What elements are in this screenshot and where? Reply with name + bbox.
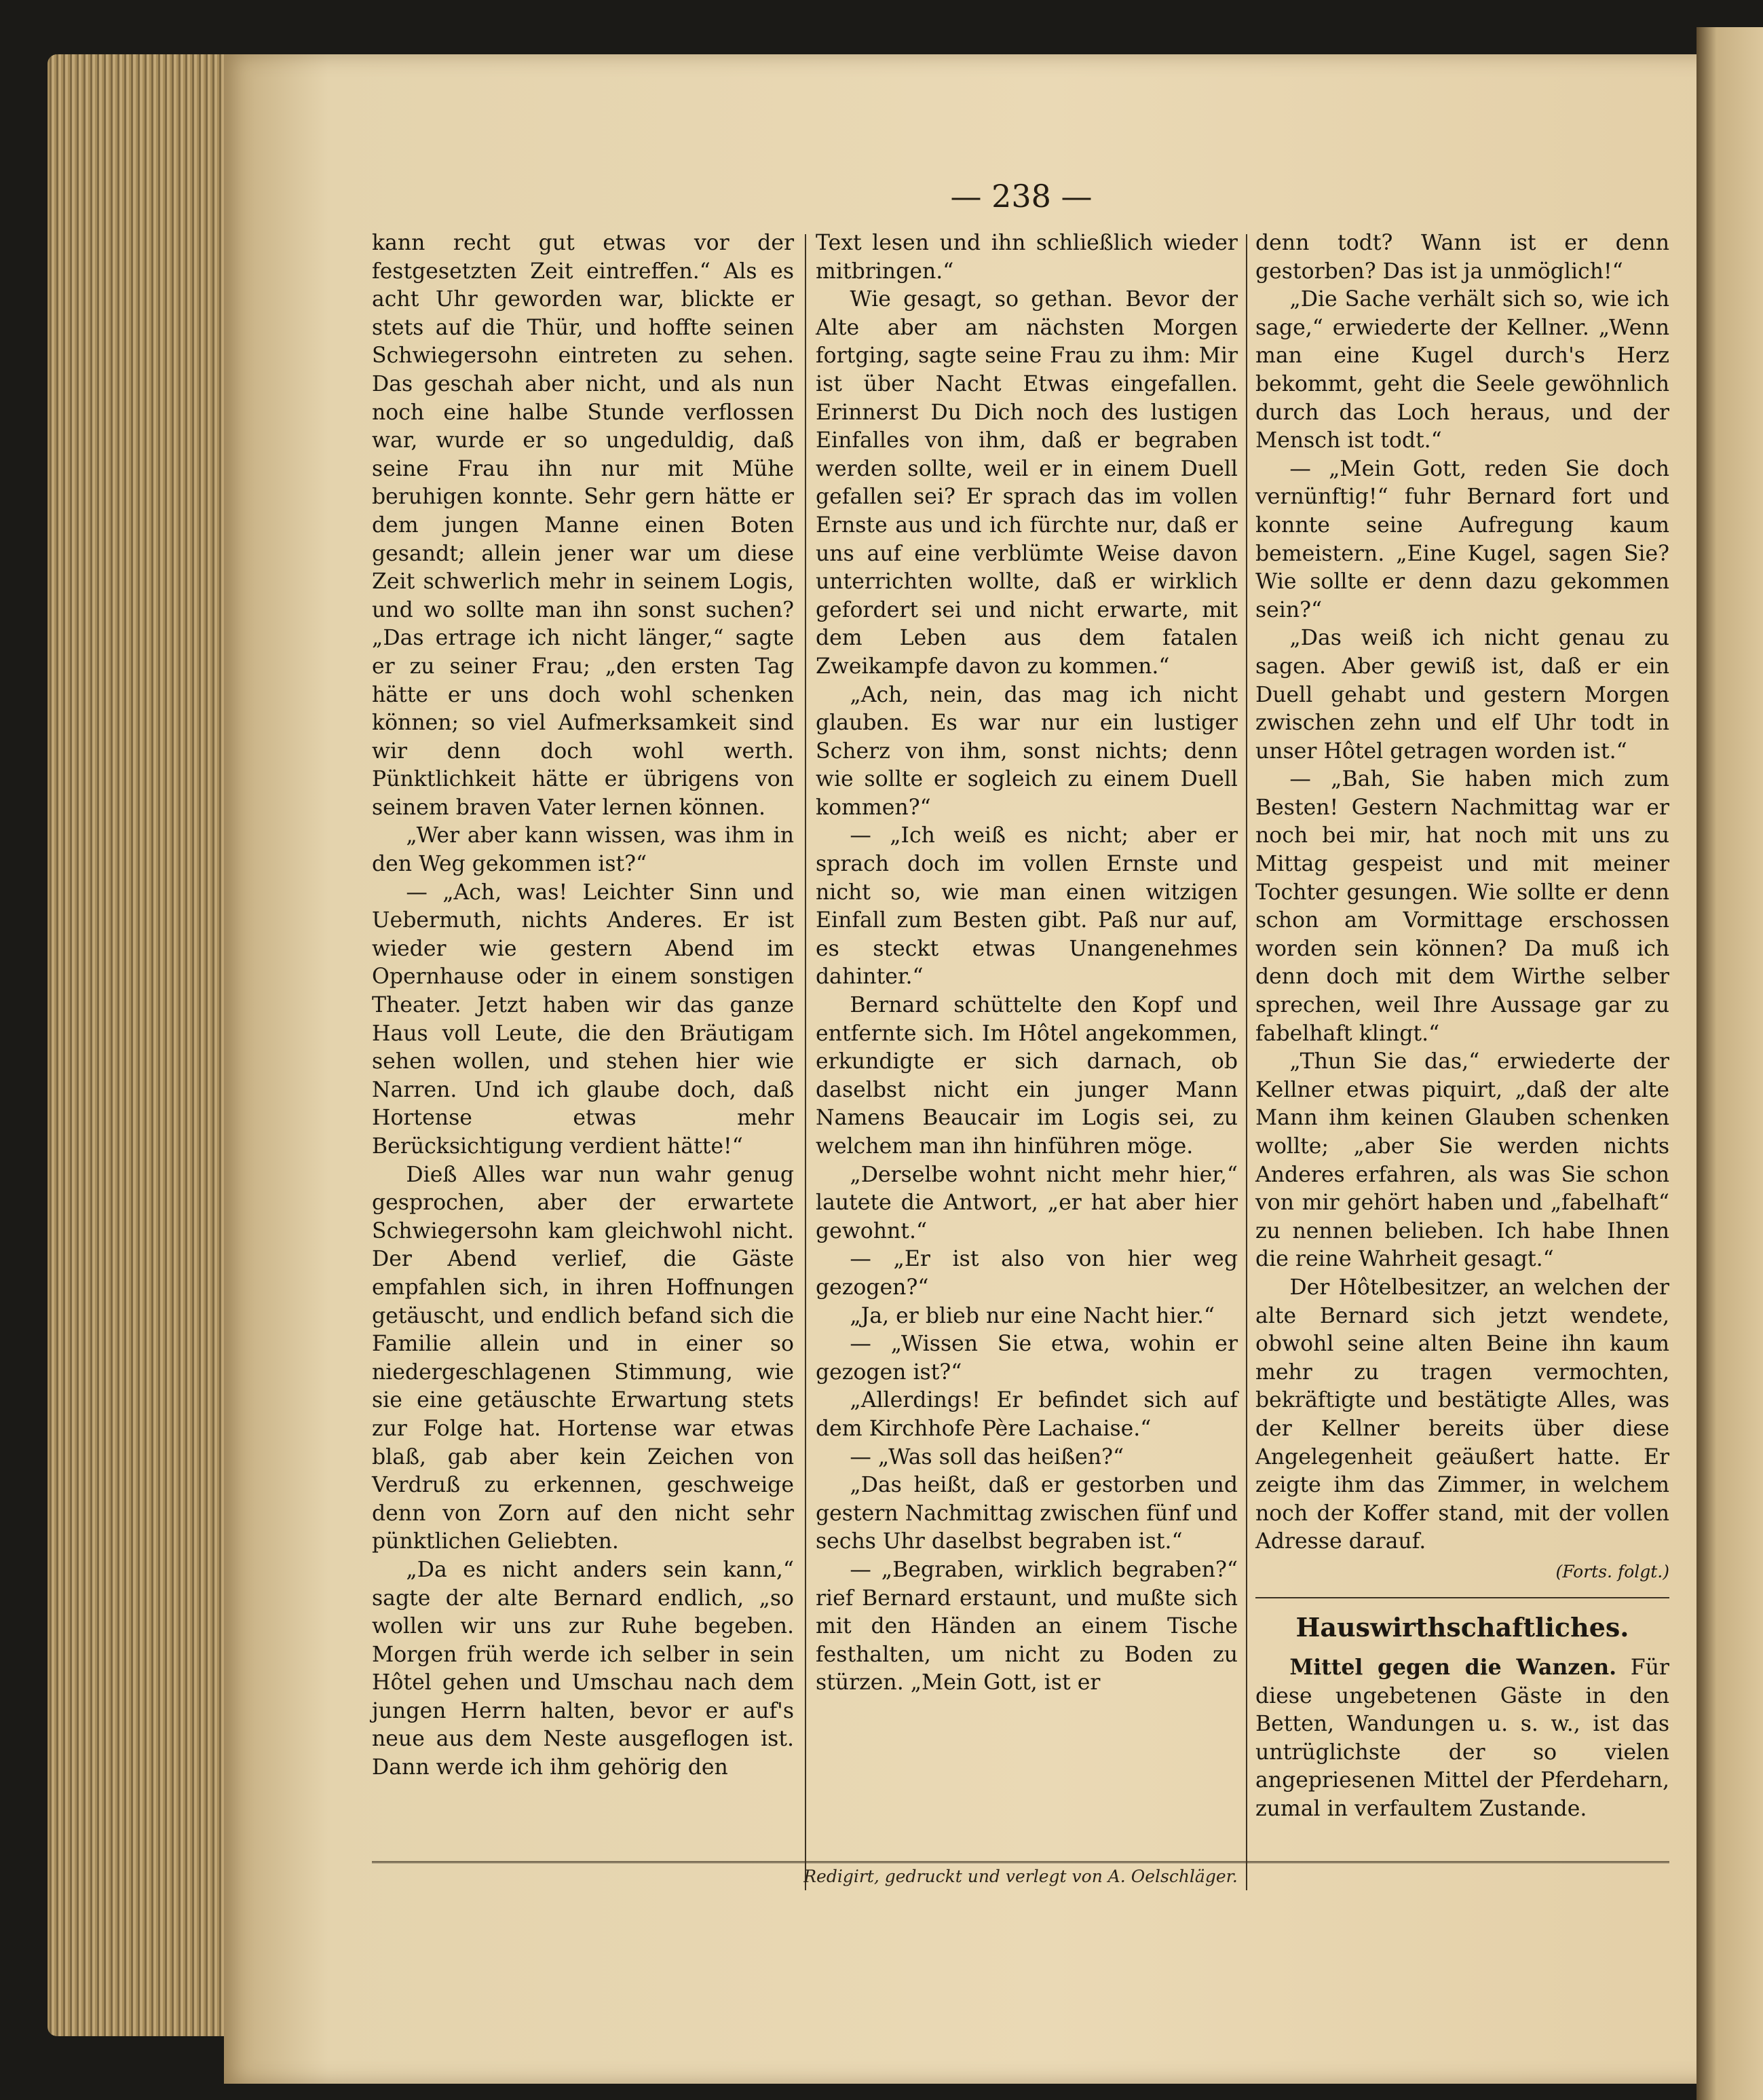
paragraph: „Das weiß ich nicht genau zu sagen. Aber gewiß ist, daß er ein Duell gehabt und gestern Morgen zwischen zehn und elf Uhr todt in unser Hôtel getragen worden ist.“ [1255,626,1669,764]
page-number: — 238 — [950,178,1093,214]
paragraph: „Da es nicht anders sein kann,“ sagte der alte Bernard endlich, „so wollen wir uns zur Ruhe begeben. Morgen früh werde ich selber in sein Hôtel gehen und Umschau nach dem jungen Herrn halten, bevor er auf's neue aus dem Neste ausgeflogen ist. Dann werde ich ihm gehörig den [372,1557,794,1780]
paragraph: — „Er ist also von hier weg gezogen?“ [816,1247,1238,1300]
facing-page-edge [1696,27,1763,2100]
paragraph: — „Ach, was! Leichter Sinn und Uebermuth, nichts Anderes. Er ist wieder wie gestern Abend im Opernhause oder in einem sonstigen Theater. Jetzt haben wir das ganze Haus voll Leute, die den Bräutigam sehen wollen, und stehen hier wie Narren. Und ich glaube doch, daß Hortense etwas mehr Berücksichtigung verdient hätte!“ [372,880,794,1159]
section-text: Für diese ungebetenen Gäste in den Betten, Wandungen u. s. w., ist das untrüglichste der so vielen angepriesenen Mittel der Pferdeharn, zumal in verfaultem Zustande. [1255,1655,1669,1822]
text-column-3 [1255,229,1669,1824]
column-3-body [1255,229,1669,1556]
paragraph: kann recht gut etwas vor der festgesetzten Zeit eintreffen.“ Als es acht Uhr geworden war, blickte er stets auf die Thür, und hoffte seinen Schwiegersohn eintreten zu sehen. Das geschah aber nicht, und als nun noch eine halbe Stunde verflossen war, wurde er so ungeduldig, daß seine Frau ihn nur mit Mühe beruhigen konnte. Sehr gern hätte er dem jungen Manne einen Boten gesandt; allein jener war um diese Zeit schwerlich mehr in seinem Logis, und wo sollte man ihn sonst suchen? „Das ertrage ich nicht länger,“ sagte er zu seiner Frau; „den ersten Tag hätte er uns doch wohl schenken können; so viel Aufmerksamkeit sind wir denn doch wohl werth. Pünktlichkeit hätte er übrigens von seinem braven Vater lernen können. [372,231,794,820]
paragraph: Text lesen und ihn schließlich wieder mitbringen.“ [816,231,1238,284]
paragraph: Bernard schüttelte den Kopf und entfernte sich. Im Hôtel angekommen, erkundigte er sich darnach, ob daselbst nicht ein junger Mann Namens Beaucair im Logis sei, zu welchem man ihn hinführen möge. [816,993,1238,1159]
section-divider [1255,1597,1669,1598]
paragraph: — „Was soll das heißen?“ [850,1444,1124,1469]
paragraph: Der Hôtelbesitzer, an welchen der alte Bernard sich jetzt wendete, obwohl seine alten Beine ihn kaum mehr zu tragen vermochten, bekräftigte und bestätigte Alles, was der Kellner bereits über diese Angelegenheit geäußert hatte. Er zeigte ihm das Zimmer, in welchem noch der Koffer stand, mit der vollen Adresse darauf. [1255,1275,1669,1554]
column-rule-1 [805,234,806,1890]
paragraph: — „Mein Gott, reden Sie doch vernünftig!“ fuhr Bernard fort und konnte seine Aufregung kaum bemeistern. „Eine Kugel, sagen Sie? Wie sollte er denn dazu gekommen sein?“ [1255,456,1669,622]
paragraph: „Ja, er blieb nur eine Nacht hier.“ [850,1303,1215,1328]
section-paragraph [1255,1653,1669,1824]
section-title: Hauswirthschaftliches. [1295,1611,1629,1643]
paragraph: „Allerdings! Er befindet sich auf dem Kirchhofe Père Lachaise.“ [816,1388,1238,1441]
paragraph: Dieß Alles war nun wahr genug gesprochen, aber der erwartete Schwiegersohn kam gleichwohl nicht. Der Abend verlief, die Gäste empfahlen sich, in ihren Hoffnungen getäuscht, und endlich befand sich die Familie allein und in einer so niedergeschlagenen Stimmung, wie sie eine getäuschte Erwartung stets zur Folge hat. Hortense war etwas blaß, gab aber kein Zeichen von Verdruß zu erkennen, geschweige denn von Zorn auf den nicht sehr pünktlichen Geliebten. [372,1162,794,1554]
paragraph: „Thun Sie das,“ erwiederte der Kellner etwas piquirt, „daß der alte Mann ihm keinen Glauben schenken wollte; „aber Sie werden nichts Anderes erfahren, als was Sie schon von mir gehört haben und „fabelhaft“ zu nennen belieben. Ich habe Ihnen die reine Wahrheit gesagt.“ [1255,1049,1669,1272]
column-rule-2 [1246,234,1247,1890]
book-page-edges [48,54,251,2036]
paragraph: „Wer aber kann wissen, was ihm in den Weg gekommen ist?“ [372,823,794,877]
paragraph: — „Wissen Sie etwa, wohin er gezogen ist?“ [816,1332,1238,1385]
text-column-2 [816,229,1238,1698]
paragraph: „Das heißt, daß er gestorben und gestern Nachmittag zwischen fünf und sechs Uhr daselbst begraben ist.“ [816,1473,1238,1554]
imprint-line: Redigirt, gedruckt und verlegt von A. Oelschläger. [803,1867,1238,1886]
paragraph: — „Bah, Sie haben mich zum Besten! Gestern Nachmittag war er noch bei mir, hat noch mit uns zu Mittag gespeist und mit meiner Tochter gesungen. Wie sollte er denn schon am Vormittage erschossen worden sein können? Da muß ich denn doch mit dem Wirthe selber sprechen, weil Ihre Aussage gar zu fabelhaft klingt.“ [1255,767,1669,1046]
paragraph: „Ach, nein, das mag ich nicht glauben. Es war nur ein lustiger Scherz von ihm, sonst nichts; denn wie sollte er sogleich zu einem Duell kommen?“ [816,682,1238,820]
text-column-1 [372,229,794,1782]
paragraph: denn todt? Wann ist er denn gestorben? Das ist ja unmöglich!“ [1255,231,1669,284]
paragraph: „Derselbe wohnt nicht mehr hier,“ lautete die Antwort, „er hat aber hier gewohnt.“ [816,1162,1238,1243]
paragraph: — „Begraben, wirklich begraben?“ rief Bernard erstaunt, und mußte sich mit den Händen an einem Tische festhalten, um nicht zu Boden zu stürzen. „Mein Gott, ist er [816,1557,1238,1695]
paragraph: Wie gesagt, so gethan. Bevor der Alte aber am nächsten Morgen fortging, sagte seine Frau zu ihm: Mir ist über Nacht Etwas eingefallen. Erinnerst Du Dich noch des lustigen Einfalles von ihm, daß er begraben werden sollte, weil er in einem Duell gefallen sei? Er sprach das im vollen Ernste aus und ich fürchte nur, daß er uns auf eine verblümte Weise davon unterrichten wollte, daß er wirklich gefordert sei und nicht erwarte, mit dem Leben aus dem fatalen Zweikampfe davon zu kommen.“ [816,287,1238,679]
footer-rule [372,1861,1669,1863]
section-lead: Mittel gegen die Wanzen. [1289,1655,1617,1681]
paragraph: — „Ich weiß es nicht; aber er sprach doch im vollen Ernste und nicht so, wie man einen witzigen Einfall zum Besten gibt. Paß nur auf, es steckt etwas Unangenehmes dahinter.“ [816,823,1238,990]
continuation-note: (Forts. folgt.) [1555,1561,1669,1581]
paragraph: „Die Sache verhält sich so, wie ich sage,“ erwiederte der Kellner. „Wenn man eine Kugel durch's Herz bekommt, geht die Seele gewöhnlich durch das Loch heraus, und der Mensch ist todt.“ [1255,287,1669,453]
